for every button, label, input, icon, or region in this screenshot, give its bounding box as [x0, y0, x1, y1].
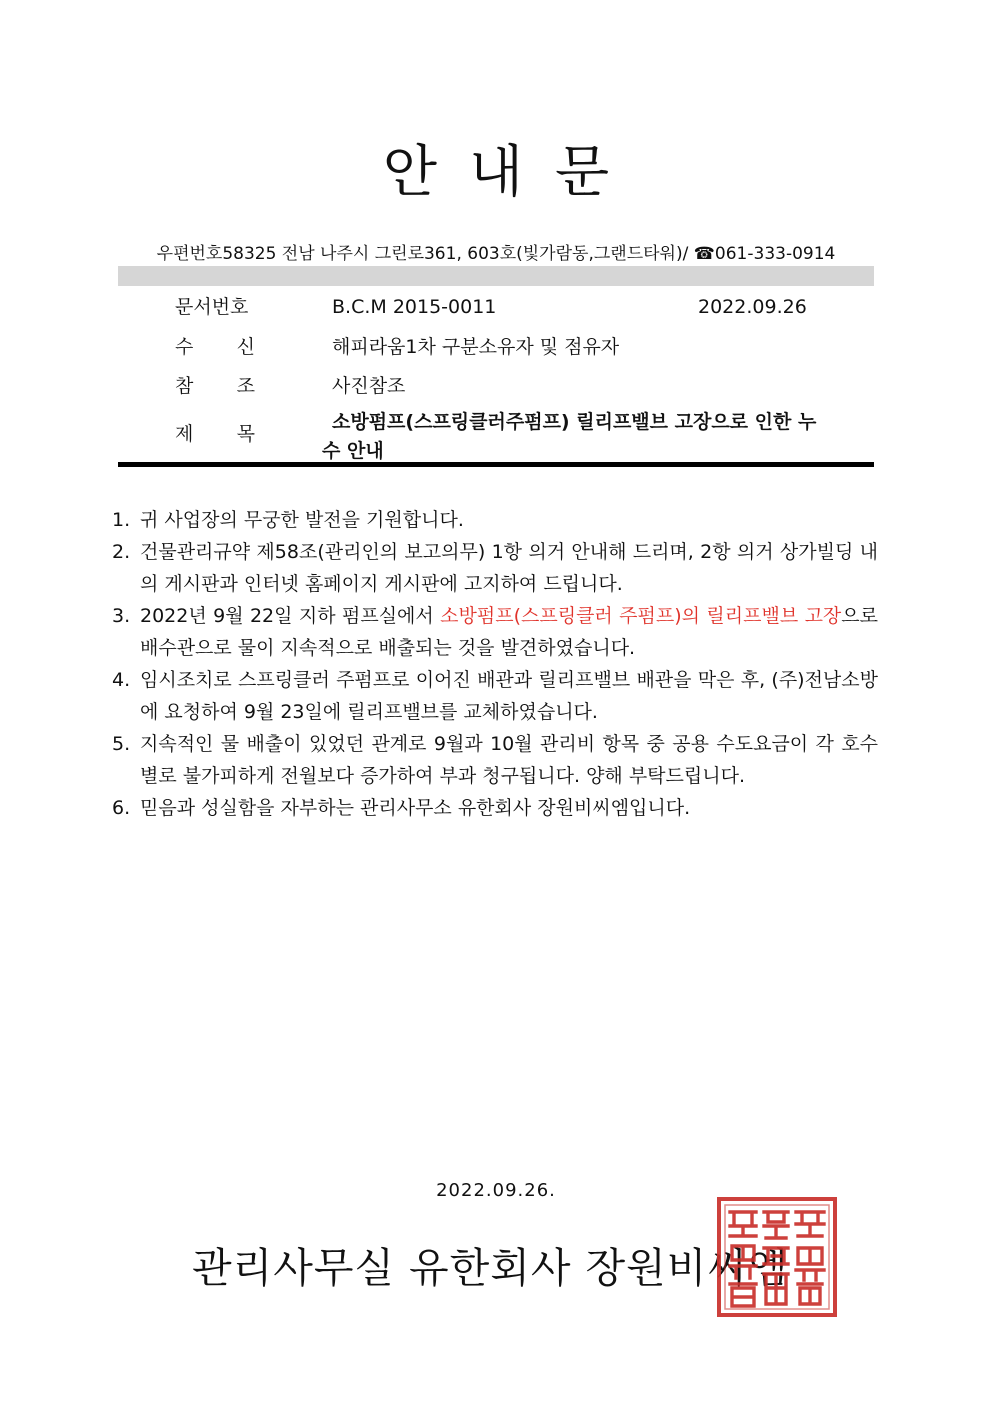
item-number: 3.: [112, 605, 131, 627]
item-text-pre: 2022년 9월 22일 지하 펌프실에서: [140, 605, 441, 627]
subject-line-1: 소방펌프(스프링클러주펌프) 릴리프밸브 고장으로 인한 누: [332, 411, 817, 433]
subject-label-char-2: 목: [236, 423, 255, 445]
recipient-label-char-2: 신: [236, 336, 255, 358]
footer-date: 2022.09.26.: [436, 1180, 556, 1201]
document-title: [0, 138, 992, 208]
subject-value: [322, 408, 878, 466]
header-divider-bar: [118, 266, 874, 286]
list-item-2: [112, 536, 878, 600]
sender-address: [0, 242, 992, 266]
list-item-3: [112, 600, 878, 664]
doc-date: 2022.09.26: [698, 296, 807, 318]
address-text: 우편번호58325 전남 나주시 그린로361, 603호(빛가람동,그랜드타워)/: [156, 244, 689, 264]
item-text: 임시조치로 스프링클러 주펌프로 이어진 배관과 릴리프밸브 배관을 막은 후, (주)전남소방에 요청하여 9월 23일에 릴리프밸브를 교체하였습니다.: [140, 669, 878, 723]
list-item-4: [112, 664, 878, 728]
item-text-highlight: 소방펌프(스프링클러 주펌프)의 릴리프밸브 고장: [440, 605, 842, 627]
reference-label-char-1: 참: [175, 375, 194, 397]
doc-number-value: B.C.M 2015-0011: [332, 296, 497, 318]
subject-line-2: 수 안내: [322, 440, 384, 462]
item-text-post: 으로 배수관으로 물이 지속적으로 배출되는 것을 발견하였습니다.: [140, 605, 878, 659]
title-char-2: 내: [468, 140, 524, 205]
reference-label-char-2: 조: [236, 375, 255, 397]
item-text: 믿음과 성실함을 자부하는 관리사무소 유한회사 장원비씨엠입니다.: [140, 797, 691, 819]
item-number: 5.: [112, 733, 131, 755]
item-text: 귀 사업장의 무궁한 발전을 기원합니다.: [140, 509, 464, 531]
title-char-1: 안: [382, 140, 437, 205]
list-item-6: [112, 792, 878, 824]
recipient-value: 해피라움1차 구분소유자 및 점유자: [332, 336, 620, 358]
phone-number: 061-333-0914: [714, 244, 836, 264]
item-number: 1.: [112, 509, 131, 531]
reference-label: [175, 373, 255, 399]
company-seal-icon: [716, 1196, 838, 1318]
item-text: 건물관리규약 제58조(관리인의 보고의무) 1항 의거 안내해 드리며, 2항 의거 상가빌딩 내의 게시판과 인터넷 홈페이지 게시판에 고지하여 드립니다.: [140, 541, 878, 595]
recipient-label-char-1: 수: [175, 336, 194, 358]
item-number: 2.: [112, 541, 131, 563]
phone-icon: ☎: [693, 244, 715, 264]
header-bottom-rule: [118, 462, 874, 467]
recipient-label: [175, 334, 255, 360]
list-item-1: [112, 504, 878, 536]
doc-number-label: 문서번호: [175, 296, 249, 318]
issuer-name: 관리사무실 유한회사 장원비씨엠: [192, 1244, 789, 1292]
subject-label-char-1: 제: [175, 423, 194, 445]
item-number: 4.: [112, 669, 131, 691]
title-char-3: 문: [555, 140, 610, 205]
notice-body-list: [112, 504, 878, 824]
item-text: 지속적인 물 배출이 있었던 관계로 9월과 10월 관리비 항목 중 공용 수도요금이 각 호수별로 불가피하게 전월보다 증가하여 부과 청구됩니다. 양해 부탁드립니다.: [140, 733, 878, 787]
item-number: 6.: [112, 797, 131, 819]
subject-label: [175, 421, 255, 447]
reference-value: 사진참조: [332, 375, 406, 397]
list-item-5: [112, 728, 878, 792]
